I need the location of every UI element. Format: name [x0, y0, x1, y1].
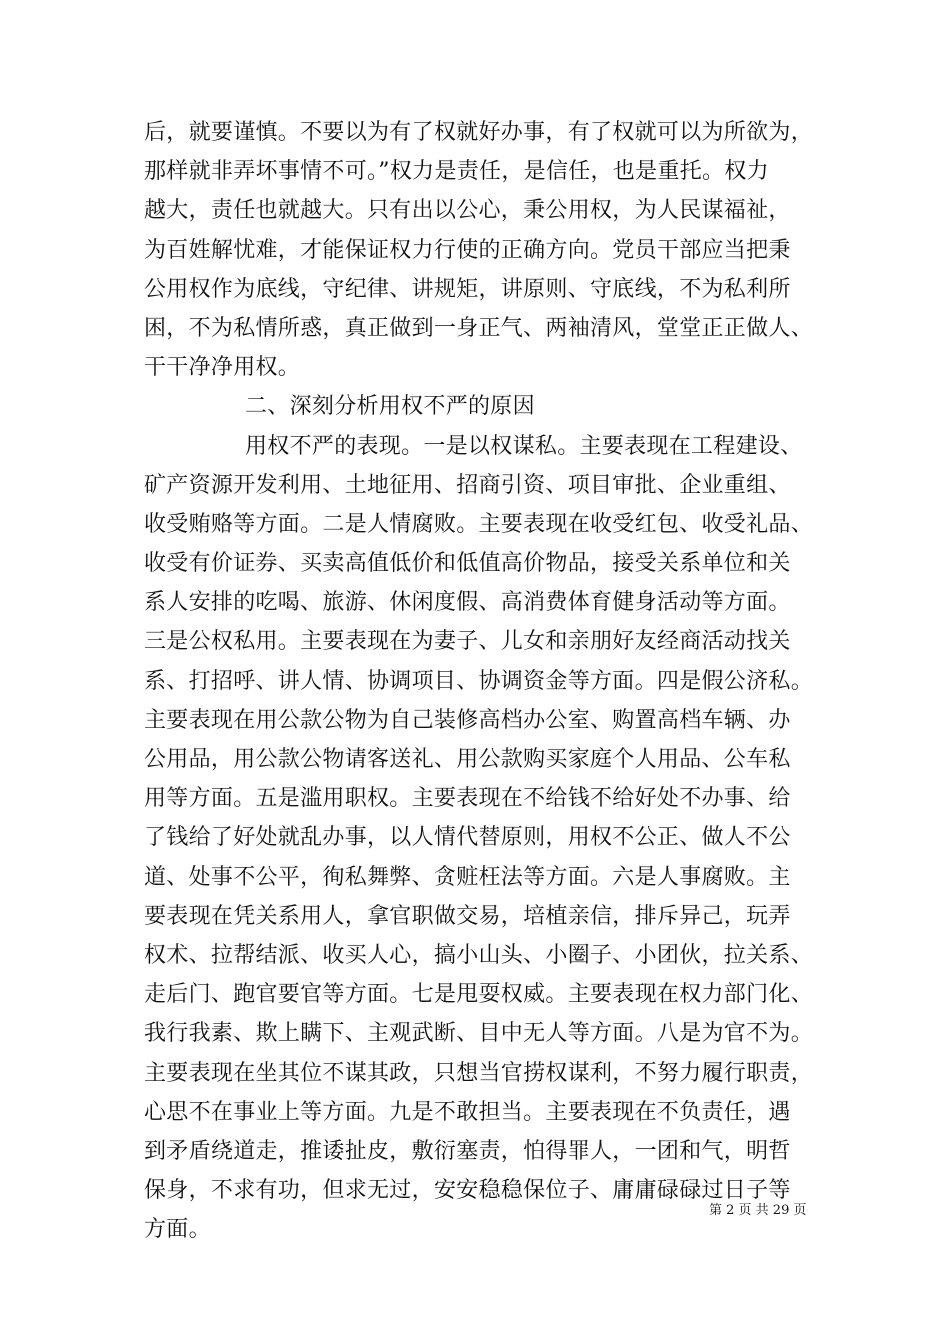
text-line: 那样就非弄坏事情不可。”权力是责任，是信任，也是重托。权力 — [144, 159, 769, 185]
text-line: 了钱给了好处就乱办事，以人情代替原则，用权不公正、做人不公 — [144, 825, 791, 851]
text-line: 到矛盾绕道走，推诿扯皮，敷衍塞责，怕得罪人，一团和气，明哲 — [144, 1138, 791, 1164]
text-line: 道、处事不公平，徇私舞弊、贪赃枉法等方面。六是人事腐败。主 — [144, 864, 791, 890]
text-line: 越大，责任也就越大。只有出以公心，秉公用权，为人民谋福祉， — [144, 198, 791, 224]
text-line: 主要表现在用公款公物为自己装修高档办公室、购置高档车辆、办 — [144, 707, 791, 733]
text-line: 心思不在事业上等方面。九是不敢担当。主要表现在不负责任，遇 — [144, 1099, 791, 1125]
text-line: 用等方面。五是滥用职权。主要表现在不给钱不给好处不办事、给 — [144, 786, 791, 812]
text-line: 系、打招呼、讲人情、协调项目、协调资金等方面。四是假公济私。 — [144, 668, 814, 694]
text-line: 系人安排的吃喝、旅游、休闲度假、高消费体育健身活动等方面。 — [144, 590, 791, 616]
text-line: 后，就要谨慎。不要以为有了权就好办事，有了权就可以为所欲为， — [144, 120, 814, 145]
text-line: 干干净净用权。 — [144, 355, 301, 381]
text-line: 困，不为私情所惑，真正做到一身正气、两袖清风，堂堂正正做人、 — [144, 315, 814, 341]
text-line: 为百姓解忧难，才能保证权力行使的正确方向。党员干部应当把秉 — [144, 237, 791, 263]
body-text — [144, 113, 824, 1249]
text-line: 公用品，用公款公物请客送礼、用公款购买家庭个人用品、公车私 — [144, 747, 791, 772]
text-line: 收受有价证券、买卖高值低价和低值高价物品，接受关系单位和关 — [144, 551, 791, 577]
text-line: 主要表现在坐其位不谋其政，只想当官捞权谋利，不努力履行职责， — [144, 1060, 814, 1086]
text-line: 权术、拉帮结派、收买人心，搞小山头、小圈子、小团伙，拉关系、 — [144, 942, 814, 968]
text-line: 要表现在凭关系用人，拿官职做交易，培植亲信，排斥异己，玩弄 — [144, 903, 791, 929]
text-line: 矿产资源开发利用、土地征用、招商引资、项目审批、企业重组、 — [144, 472, 791, 498]
text-line: 走后门、跑官要官等方面。七是甩耍权威。主要表现在权力部门化、 — [144, 982, 814, 1008]
text-line: 保身，不求有功，但求无过，安安稳稳保位子、庸庸碌碌过日子等 — [144, 1178, 791, 1204]
page-number: 第 2 页 共 29 页 — [709, 1203, 807, 1218]
text-line: 方面。 — [144, 1217, 211, 1243]
text-line: 我行我素、欺上瞒下、主观武断、目中无人等方面。八是为官不为。 — [144, 1021, 814, 1047]
text-line: 三是公权私用。主要表现在为妻子、儿女和亲朋好友经商活动找关 — [144, 629, 791, 655]
text-line: 收受贿赂等方面。二是人情腐败。主要表现在收受红包、收受礼品、 — [144, 511, 814, 537]
text-line: 公用权作为底线，守纪律、讲规矩，讲原则、守底线，不为私利所 — [144, 276, 791, 302]
paragraph-first-line: 用权不严的表现。一是以权谋私。主要表现在工程建设、 — [245, 433, 803, 459]
section-heading: 二、深刻分析用权不严的原因 — [245, 394, 535, 420]
